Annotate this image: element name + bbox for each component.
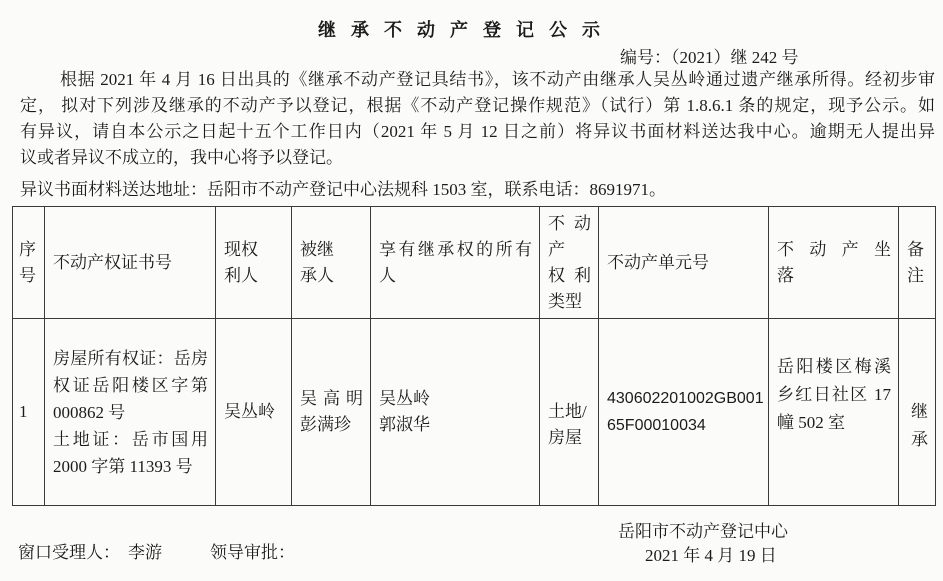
- header-current-holder: [216, 207, 292, 319]
- location-line: 幢 502 室: [777, 413, 845, 432]
- header-line: 人: [379, 265, 396, 285]
- header-line: 承人: [300, 265, 334, 285]
- header-line: 落: [777, 265, 794, 285]
- header-line: 被继: [300, 239, 334, 259]
- heir-name: 吴丛岭: [379, 389, 430, 408]
- location-line: 乡红日社区 17: [777, 385, 891, 404]
- header-line: 注: [907, 265, 924, 285]
- cert-line: 2000 字第 11393 号: [53, 456, 193, 476]
- table-header-row: [13, 207, 936, 319]
- header-line: 备: [907, 239, 924, 259]
- header-line: 利人: [224, 265, 258, 285]
- header-line: 序: [19, 239, 36, 259]
- decedent-name: 彭满珍: [300, 415, 351, 434]
- header-remark: [899, 207, 936, 319]
- remark-line: 继: [911, 402, 928, 421]
- cell-remark: [899, 319, 936, 506]
- clerk-name: 李游: [128, 543, 162, 562]
- header-line: 不动产单元号: [607, 252, 709, 272]
- holder-name: 吴丛岭: [224, 402, 275, 421]
- unit-number-line: 65F00010034: [607, 417, 706, 434]
- approval-label: 领导审批：: [210, 543, 295, 562]
- clerk-label: 窗口受理人：: [18, 543, 120, 562]
- table-row: [13, 319, 936, 506]
- notice-title: 继承不动产登记公示: [318, 20, 615, 40]
- header-line: 号: [19, 265, 36, 285]
- header-line: 现权: [224, 239, 258, 259]
- header-unit-number: [599, 207, 769, 319]
- cell-unit-number: [599, 319, 769, 506]
- document-number: 编号：（2021）继 242 号: [620, 48, 799, 67]
- cell-right-type: [540, 319, 599, 506]
- cert-line: 权证岳阳楼区字第: [53, 375, 208, 395]
- header-line: 不动产权证书号: [53, 252, 172, 272]
- cell-heirs: [371, 319, 540, 506]
- location-line: 岳阳楼区梅溪: [777, 357, 891, 376]
- right-type-line: 房屋: [548, 428, 582, 447]
- header-line: 不动产坐: [777, 239, 891, 259]
- cell-current-holder: [216, 319, 292, 506]
- header-location: [769, 207, 899, 319]
- seq-value: 1: [19, 402, 28, 421]
- unit-number-line: 430602201002GB001: [607, 390, 764, 407]
- right-type-line: 土地/: [548, 402, 587, 421]
- cert-line: 土地证：岳市国用: [53, 429, 208, 449]
- header-heirs: [371, 207, 540, 319]
- decedent-name: 吴高明: [300, 389, 363, 408]
- cell-cert-number: [45, 319, 216, 506]
- header-line: 权利: [548, 265, 591, 285]
- issue-date: 2021 年 4 月 19 日: [645, 546, 777, 565]
- body-line-3: 有异议，请自本公示之日起十五个工作日内（2021 年 5 月 12 日之前）将异议书面材料送达我中心。逾期无人提出异: [20, 122, 935, 141]
- body-line-2: 定， 拟对下列涉及继承的不动产予以登记，根据《不动产登记操作规范》（试行）第 1.8.6.1 条的规定，现予公示。如: [20, 96, 935, 115]
- remark-line: 承: [911, 430, 928, 449]
- cell-decedent: [292, 319, 371, 506]
- body-line-4: 议或者异议不成立的，我中心将予以登记。: [20, 148, 343, 167]
- header-right-type: [540, 207, 599, 319]
- body-line-1: 根据 2021 年 4 月 16 日出具的《继承不动产登记具结书》，该不动产由继承人吴丛岭通过遗产继承所得。经初步审: [60, 70, 935, 89]
- heir-name: 郭淑华: [379, 415, 430, 434]
- header-line: 类型: [548, 291, 582, 311]
- header-decedent: [292, 207, 371, 319]
- cert-line: 房屋所有权证：岳房: [53, 348, 208, 368]
- cell-seq: [13, 319, 45, 506]
- objection-address-line: 异议书面材料送达地址：岳阳市不动产登记中心法规科 1503 室，联系电话：8691971。: [20, 180, 666, 199]
- header-line: 不动: [548, 213, 591, 233]
- cert-line: 000862 号: [53, 402, 126, 422]
- issuing-authority: 岳阳市不动产登记中心: [618, 522, 788, 541]
- header-line: 享有继承权的所有: [379, 239, 532, 259]
- header-seq: [13, 207, 45, 319]
- header-cert-number: [45, 207, 216, 319]
- property-table: [12, 206, 936, 506]
- header-line: 产: [548, 239, 565, 259]
- cell-location: [769, 319, 899, 506]
